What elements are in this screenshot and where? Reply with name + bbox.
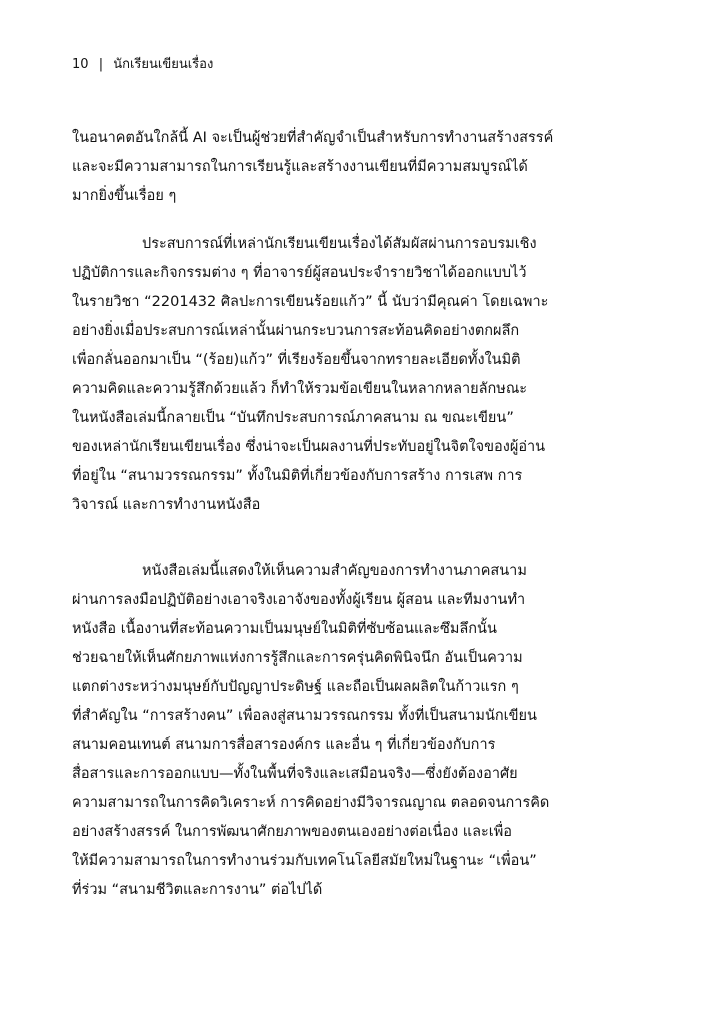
text-line: ให้มีความสามารถในการทำงานร่วมกับเทคโนโลยีสมัยใหม่ในฐานะ “เพื่อน” xyxy=(72,853,537,869)
text-line: มากยิ่งขึ้นเรื่อย ๆ xyxy=(72,188,177,204)
page-number: 10 xyxy=(72,57,89,72)
text-line: หนังสือ เนื้องานที่สะท้อนความเป็นมนุษย์ในมิติที่ซับซ้อนและซึมลึกนั้น xyxy=(72,621,497,637)
text-line: แตกต่างระหว่างมนุษย์กับปัญญาประดิษฐ์ และถือเป็นผลผลิตในก้าวแรก ๆ xyxy=(72,679,519,695)
text-line: ที่สำคัญใน “การสร้างคน” เพื่อลงสู่สนามวรรณกรรม ทั้งที่เป็นสนามนักเขียน xyxy=(72,708,537,724)
text-line: ที่อยู่ใน “สนามวรรณกรรม” ทั้งในมิติที่เกี่ยวข้องกับการสร้าง การเสพ การ xyxy=(72,468,523,484)
book-title: นักเรียนเขียนเรื่อง xyxy=(113,57,214,72)
text-line: สนามคอนเทนต์ สนามการสื่อสารองค์กร และอื่น ๆ ที่เกี่ยวข้องกับการ xyxy=(72,737,496,753)
text-line: ที่ร่วม “สนามชีวิตและการงาน” ต่อไปได้ xyxy=(72,882,323,898)
page-header xyxy=(72,56,213,74)
text-line: ในอนาคตอันใกล้นี้ AI จะเป็นผู้ช่วยที่สำคัญจำเป็นสำหรับการทำงานสร้างสรรค์ xyxy=(72,130,554,146)
paragraph-3 xyxy=(72,557,652,905)
text-line: ปฏิบัติการและกิจกรรมต่าง ๆ ที่อาจารย์ผู้สอนประจำรายวิชาได้ออกแบบไว้ xyxy=(72,265,527,281)
text-line: อย่างยิ่งเมื่อประสบการณ์เหล่านั้นผ่านกระบวนการสะท้อนคิดอย่างตกผลึก xyxy=(72,323,520,339)
header-separator: | xyxy=(98,57,104,72)
text-line: และจะมีความสามารถในการเรียนรู้และสร้างงานเขียนที่มีความสมบูรณ์ได้ xyxy=(72,159,528,175)
text-line: ในรายวิชา “2201432 ศิลปะการเขียนร้อยแก้ว” นี้ นับว่ามีคุณค่า โดยเฉพาะ xyxy=(72,294,549,310)
text-line: ช่วยฉายให้เห็นศักยภาพแห่งการรู้สึกและการครุ่นคิดพินิจนึก อันเป็นความ xyxy=(72,650,523,666)
paragraph-1 xyxy=(72,124,652,211)
text-line: ความคิดและความรู้สึกด้วยแล้ว ก็ทำให้รวมข้อเขียนในหลากหลายลักษณะ xyxy=(72,381,528,397)
text-line: วิจารณ์ และการทำงานหนังสือ xyxy=(72,497,261,513)
text-line: สื่อสารและการออกแบบ—ทั้งในพื้นที่จริงและเสมือนจริง—ซึ่งยังต้องอาศัย xyxy=(72,766,518,782)
text-line: ผ่านการลงมือปฏิบัติอย่างเอาจริงเอาจังของทั้งผู้เรียน ผู้สอน และทีมงานทำ xyxy=(72,592,526,608)
text-line: หนังสือเล่มนี้แสดงให้เห็นความสำคัญของการทำงานภาคสนาม xyxy=(142,563,527,579)
text-line: ความสามารถในการคิดวิเคราะห์ การคิดอย่างมีวิจารณญาณ ตลอดจนการคิด xyxy=(72,795,550,811)
text-line: ของเหล่านักเรียนเขียนเรื่อง ซึ่งน่าจะเป็นผลงานที่ประทับอยู่ในจิตใจของผู้อ่าน xyxy=(72,439,546,455)
text-line: เพื่อกลั่นออกมาเป็น “(ร้อย)แก้ว” ที่เรียงร้อยขึ้นจากทรายละเอียดทั้งในมิติ xyxy=(72,352,521,368)
text-line: ในหนังสือเล่มนี้กลายเป็น “บันทึกประสบการณ์ภาคสนาม ณ ขณะเขียน” xyxy=(72,410,514,426)
text-line: ประสบการณ์ที่เหล่านักเรียนเขียนเรื่องได้สัมผัสผ่านการอบรมเชิง xyxy=(142,236,537,252)
text-line: อย่างสร้างสรรค์ ในการพัฒนาศักยภาพของตนเองอย่างต่อเนื่อง และเพื่อ xyxy=(72,824,513,840)
paragraph-2 xyxy=(72,230,652,520)
